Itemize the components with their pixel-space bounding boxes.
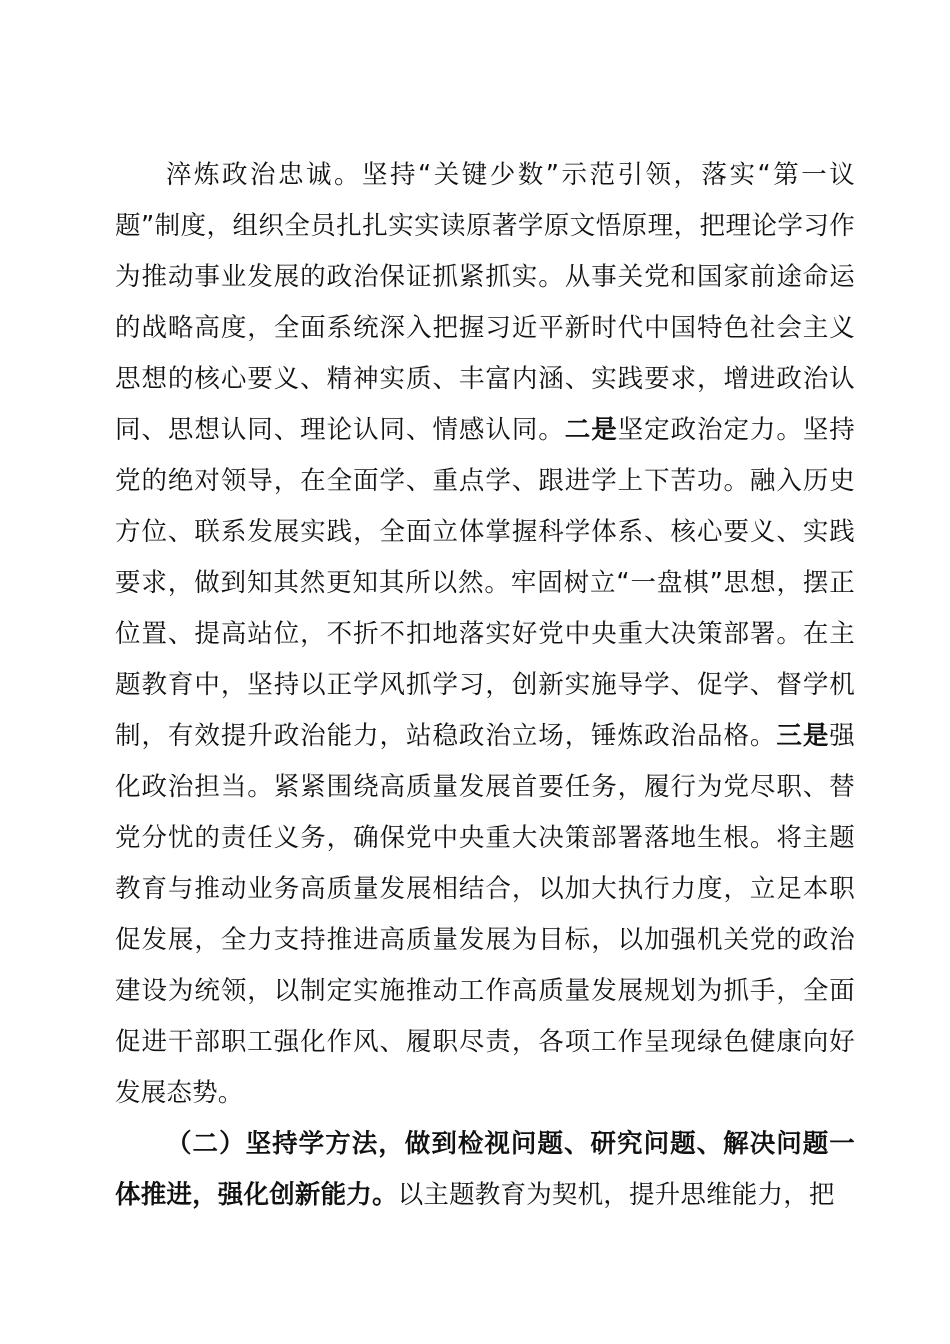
text-segment: 强化政治担当。紧紧围绕高质量发展首要任务，履行为党尽职、替党分忧的责任义务，确保党中央重大决策部署落地生根。将主题教育与推动业务高质量发展相结合，以加大执行力度，立足本职促发展，全力支持推进高质量发展为目标，以加强机关党的政治建设为统领，以制定实施推动工作高质量发展规划为抓手，全面促进干部职工强化作风、履职尽责，各项工作呈现绿色健康向好发展态势。 (115, 721, 855, 1108)
paragraph-political-loyalty (115, 150, 855, 1119)
bold-marker-three: 三是 (776, 721, 830, 751)
text-segment: 淬炼政治忠诚。坚持“关键少数”示范引领，落实“第一议题”制度，组织全员扎扎实实读原著学原文悟原理，把理论学习作为推动事业发展的政治保证抓紧抓实。从事关党和国家前途命运的战略高度，全面系统深入把握习近平新时代中国特色社会主义思想的核心要义、精神实质、丰富内涵、实践要求，增进政治认同、思想认同、理论认同、情感认同。 (115, 160, 855, 445)
text-segment: 坚定政治定力。坚持党的绝对领导，在全面学、重点学、跟进学上下苦功。融入历史方位、联系发展实践，全面立体掌握科学体系、核心要义、实践要求，做到知其然更知其所以然。牢固树立“一盘棋”思想，摆正位置、提高站位，不折不扣地落实好党中央重大决策部署。在主题教育中，坚持以正学风抓学习，创新实施导学、促学、督学机制，有效提升政治能力，站稳政治立场，锤炼政治品格。 (115, 415, 855, 751)
text-segment: 以主题教育为契机，提升思维能力，把 (397, 1180, 835, 1210)
bold-marker-two: 二是 (564, 415, 618, 445)
document-page (115, 150, 855, 1221)
paragraph-section-two (115, 1119, 855, 1221)
section-heading: （二）坚持学方法，做到检视问题、研究问题、解决问题一体推进，强化创新能力。 (115, 1129, 855, 1210)
